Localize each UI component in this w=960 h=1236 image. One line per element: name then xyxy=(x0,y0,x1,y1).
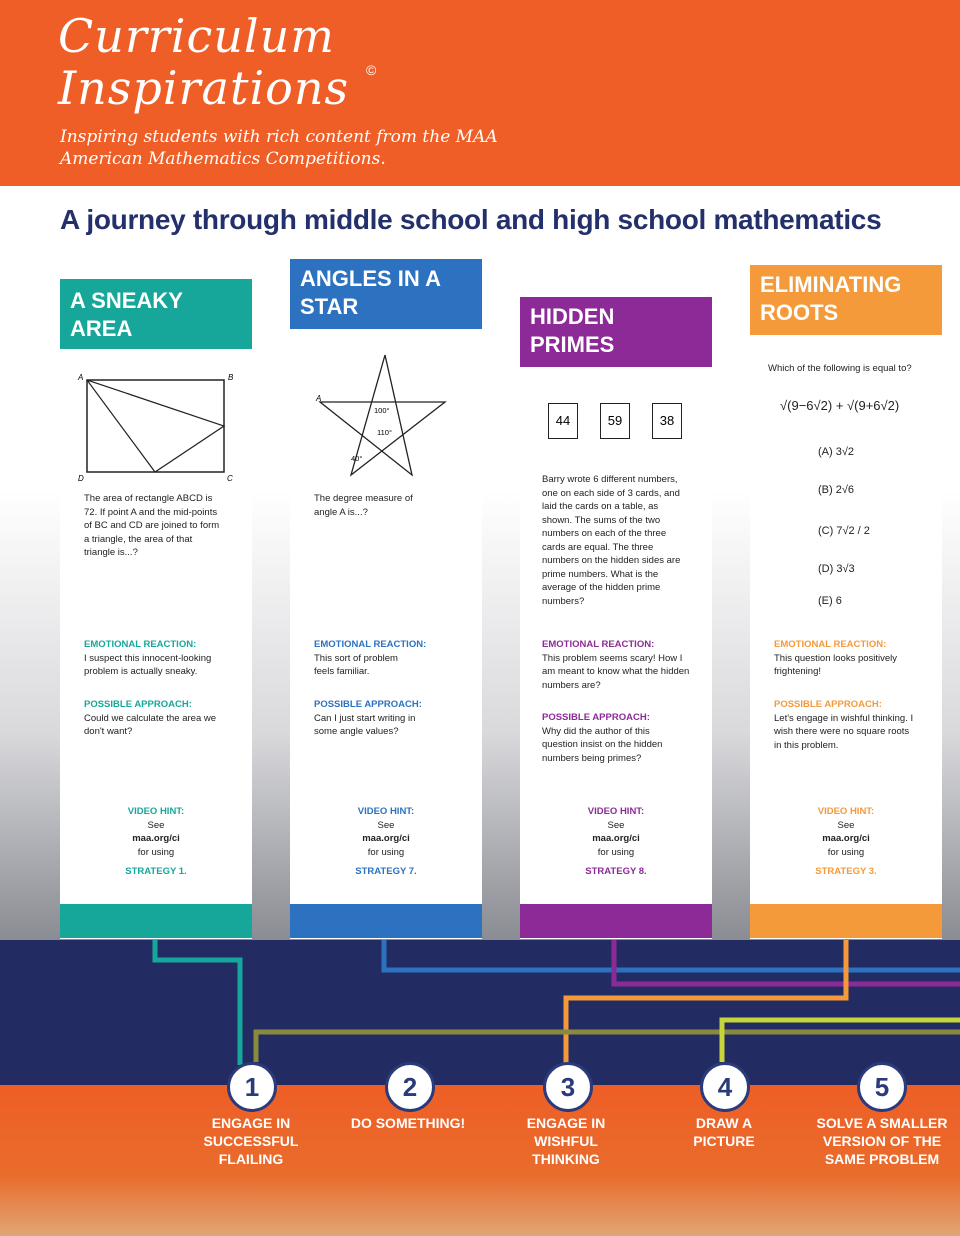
step-number-badge: 5 xyxy=(857,1062,907,1112)
root-expression: √(9−6√2) + √(9+6√2) xyxy=(780,398,900,413)
number-card: 44 xyxy=(548,403,578,439)
for-using-text: for using xyxy=(367,846,405,858)
hint-url-link[interactable]: maa.org/ci xyxy=(362,833,410,844)
figure-label: A xyxy=(78,373,84,382)
step-label: DRAW A PICTURE xyxy=(693,1115,755,1149)
step-label: DO SOMETHING! xyxy=(350,1115,466,1131)
for-using-text: for using xyxy=(597,846,635,858)
step-label: SOLVE A SMALLER VERSION OF THE SAME PROBLEM xyxy=(816,1115,948,1167)
approach-text: Why did the author of this question insist on the hidden numbers being primes? xyxy=(542,725,663,764)
approach-label: POSSIBLE APPROACH: xyxy=(314,699,422,710)
figure-label: 40° xyxy=(351,454,363,463)
brand-line-1: Curriculum xyxy=(58,9,335,63)
video-hint-label: VIDEO HINT: xyxy=(817,806,875,817)
copyright-mark: © xyxy=(366,62,377,78)
number-card: 38 xyxy=(652,403,682,439)
step-label: ENGAGE IN WISHFUL THINKING xyxy=(526,1115,606,1167)
hint-url-link[interactable]: maa.org/ci xyxy=(132,833,180,844)
emotional-label: EMOTIONAL REACTION: xyxy=(542,639,655,650)
for-using-text: for using xyxy=(137,846,175,858)
approach-text: Let's engage in wishful thinking. I wish there were no square roots in this problem. xyxy=(774,712,914,751)
hint-url-link[interactable]: maa.org/ci xyxy=(592,833,640,844)
emotional-label: EMOTIONAL REACTION: xyxy=(774,639,887,650)
answer-option: (C) 7√2 / 2 xyxy=(818,525,870,537)
see-text: See xyxy=(377,819,395,831)
approach-label: POSSIBLE APPROACH: xyxy=(774,699,882,710)
video-hint-label: VIDEO HINT: xyxy=(587,806,645,817)
card-title: ELIMINATING ROOTS xyxy=(750,265,942,335)
card-title: A SNEAKY AREA xyxy=(60,279,252,349)
strategy-label: STRATEGY 7. xyxy=(355,866,417,877)
hint-url-link[interactable]: maa.org/ci xyxy=(822,833,870,844)
strategy-label: STRATEGY 3. xyxy=(815,866,877,877)
step-number-badge: 1 xyxy=(227,1062,277,1112)
question-text: The area of rectangle ABCD is 72. If point A and the mid-points of BC and CD are joined to form a triangle, the area of that triangle is...? xyxy=(84,493,220,558)
video-hint-label: VIDEO HINT: xyxy=(127,806,185,817)
brand-line-2: Inspirations xyxy=(58,61,350,115)
approach-text: Could we calculate the area we don't want? xyxy=(84,712,217,737)
figure-label: D xyxy=(78,474,84,483)
approach-label: POSSIBLE APPROACH: xyxy=(84,699,192,710)
emotional-text: This problem seems scary! How I am meant to know what the hidden numbers are? xyxy=(542,652,690,691)
emotional-text: This sort of problem feels familiar. xyxy=(314,652,398,677)
answer-option: (A) 3√2 xyxy=(818,446,854,458)
approach-text: Can I just start writing in some angle values? xyxy=(314,712,416,737)
strategy-label: STRATEGY 8. xyxy=(585,866,647,877)
emotional-text: This question looks positively frightening! xyxy=(774,652,898,677)
answer-option: (E) 6 xyxy=(818,595,842,607)
answer-option: (B) 2√6 xyxy=(818,484,854,496)
emotional-label: EMOTIONAL REACTION: xyxy=(84,639,197,650)
see-text: See xyxy=(147,819,165,831)
for-using-text: for using xyxy=(827,846,865,858)
step-label: ENGAGE IN SUCCESSFUL FLAILING xyxy=(203,1115,299,1167)
question-text: Barry wrote 6 different numbers, one on each side of 3 cards, and laid the cards on a table, as shown. The sums of the two numbers on each of the three cards are equal. The three numbers on the hidden sides are prime numbers. What is the average of the hidden prime numbers? xyxy=(542,474,681,607)
figure-label: A xyxy=(316,394,322,403)
strategy-label: STRATEGY 1. xyxy=(125,866,187,877)
figure-label: B xyxy=(228,373,234,382)
see-text: See xyxy=(607,819,625,831)
step-number-badge: 4 xyxy=(700,1062,750,1112)
see-text: See xyxy=(837,819,855,831)
question-text: Which of the following is equal to? xyxy=(768,363,912,374)
emotional-text: I suspect this innocent-looking problem is actually sneaky. xyxy=(84,652,212,677)
step-number-badge: 3 xyxy=(543,1062,593,1112)
page-headline: A journey through middle school and high school mathematics xyxy=(60,204,882,235)
video-hint-label: VIDEO HINT: xyxy=(357,806,415,817)
approach-label: POSSIBLE APPROACH: xyxy=(542,712,650,723)
answer-option: (D) 3√3 xyxy=(818,563,855,575)
number-card: 59 xyxy=(600,403,630,439)
figure-label: C xyxy=(227,474,233,483)
card-title: ANGLES IN A STAR xyxy=(290,259,482,329)
tagline: Inspiring students with rich content from the MAA American Mathematics Competitions. xyxy=(60,127,498,169)
emotional-label: EMOTIONAL REACTION: xyxy=(314,639,427,650)
figure-label: 110° xyxy=(377,428,392,437)
figure-label: 100° xyxy=(374,406,390,415)
question-text: The degree measure of angle A is...? xyxy=(314,493,413,518)
card-title: HIDDEN PRIMES xyxy=(520,297,712,367)
step-number-badge: 2 xyxy=(385,1062,435,1112)
